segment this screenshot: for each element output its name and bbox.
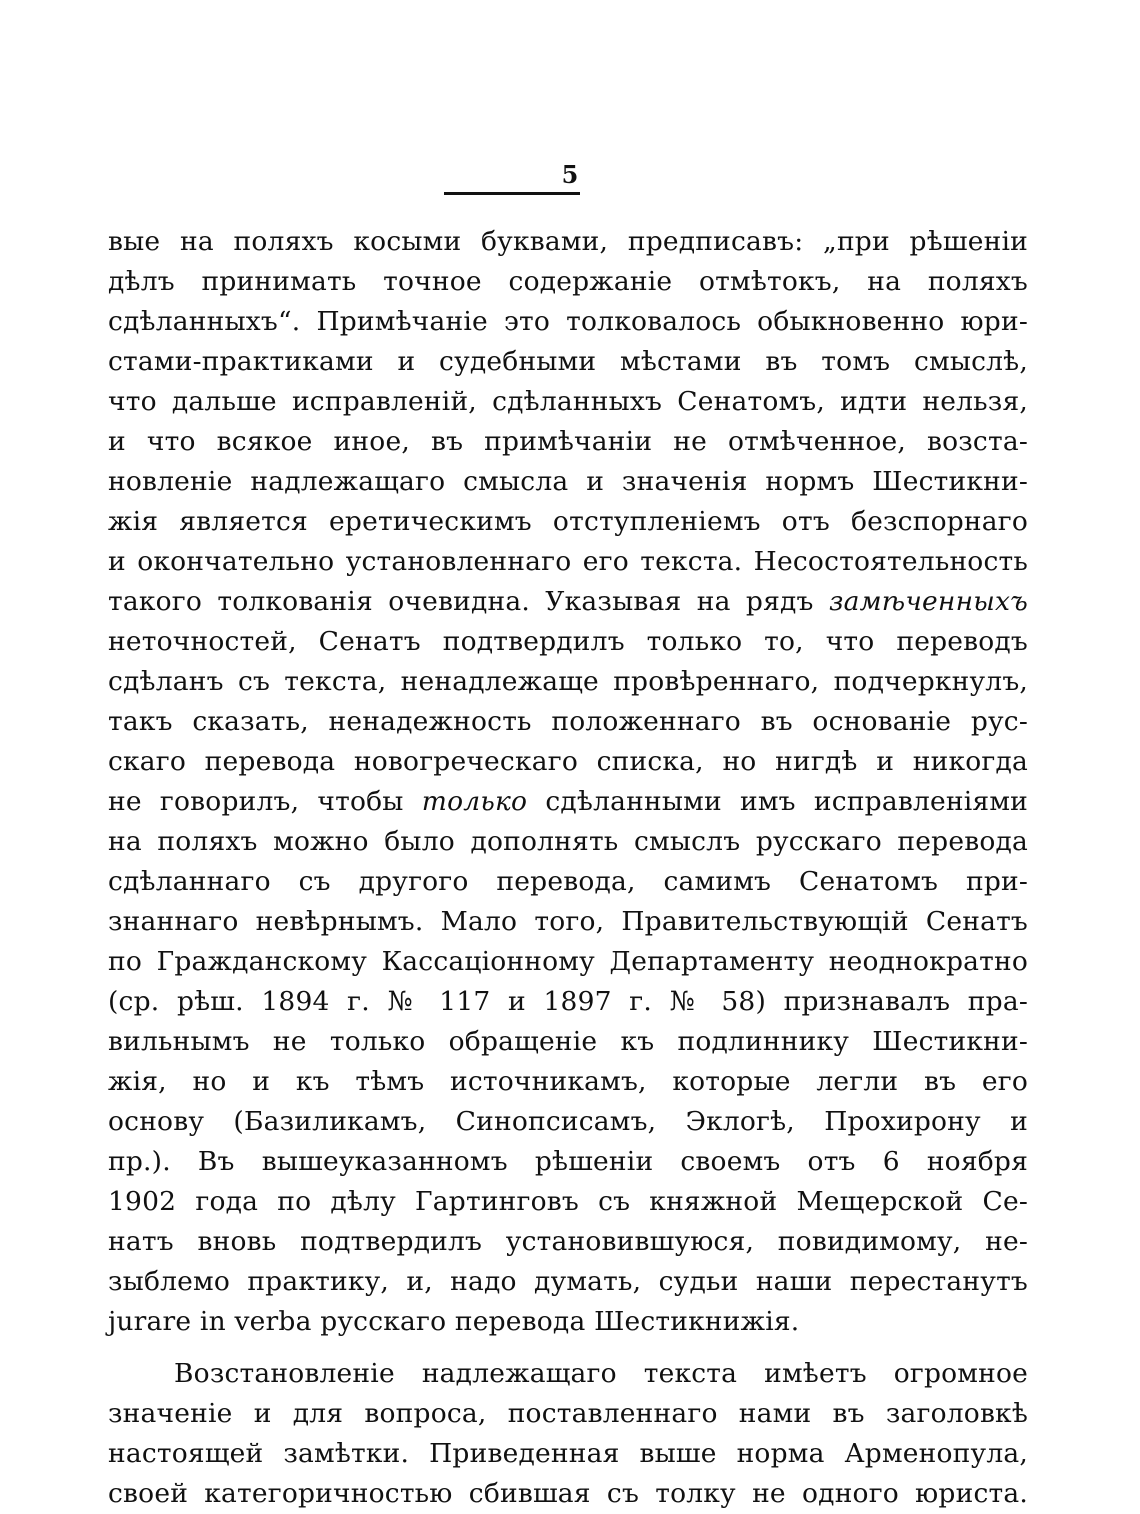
text-line: пр.). Въ вышеуказанномъ рѣшеніи своемъ отъ 6 ноября — [108, 1146, 1028, 1177]
text-line: сдѣланныхъ“. Примѣчаніе это толковалось обыкновенно юри- — [108, 306, 1028, 337]
text-segment: сдѣланными имъ исправленіями — [545, 786, 1029, 817]
text-line: на поляхъ можно было дополнять смыслъ русскаго перевода — [108, 826, 1028, 857]
text-line: jurare in verba русскаго перевода Шестикнижія. — [108, 1306, 800, 1337]
text-line: скаго перевода новогреческаго списка, но нигдѣ и никогда — [108, 746, 1028, 777]
text-line: Возстановленіе надлежащаго текста имѣетъ огромное — [174, 1358, 1028, 1389]
text-line: неточностей, Сенатъ подтвердилъ только то, что переводъ — [108, 626, 1028, 657]
text-line: сдѣланъ съ текста, ненадлежаще провѣреннаго, подчеркнулъ, — [108, 666, 1028, 697]
text-line — [108, 782, 1028, 822]
text-line — [108, 582, 1028, 622]
text-line: что дальше исправленій, сдѣланныхъ Сенатомъ, идти нельзя, — [108, 386, 1028, 417]
text-line: вые на поляхъ косыми буквами, предписавъ: „при рѣшеніи — [108, 226, 1028, 257]
text-line: основу (Базиликамъ, Синопсисамъ, Эклогѣ, Прохирону и — [108, 1106, 1028, 1137]
text-segment: не говорилъ, чтобы — [108, 786, 404, 817]
paragraph — [108, 1354, 1028, 1514]
text-line: и что всякое иное, въ примѣчаніи не отмѣченное, возста- — [108, 426, 1028, 457]
text-line: натъ вновь подтвердилъ установившуюся, повидимому, не- — [108, 1226, 1028, 1257]
text-line: жія, но и къ тѣмъ источникамъ, которые легли въ его — [108, 1066, 1028, 1097]
text-line: такъ сказать, ненадежность положеннаго въ основаніе рус- — [108, 706, 1028, 737]
text-line: по Гражданскому Кассаціонному Департаменту неоднократно — [108, 946, 1028, 977]
text-line: (ср. рѣш. 1894 г. № 117 и 1897 г. № 58) признавалъ пра- — [108, 986, 1028, 1017]
italic-word: только — [421, 786, 528, 817]
text-line: вильнымъ не только обращеніе къ подлиннику Шестикни- — [108, 1026, 1028, 1057]
page-number: 5 — [561, 160, 579, 189]
text-line: дѣлъ принимать точное содержаніе отмѣтокъ, на поляхъ — [108, 266, 1028, 297]
text-line: и окончательно установленнаго его текста. Несостоятельность — [108, 546, 1028, 577]
paragraph — [108, 222, 1028, 1342]
text-line: 1902 года по дѣлу Гартинговъ съ княжной Мещерской Се- — [108, 1186, 1028, 1217]
page-body — [108, 222, 1028, 1514]
text-line: зыблемо практику, и, надо думать, судьи наши перестанутъ — [108, 1266, 1028, 1297]
text-line: новленіе надлежащаго смысла и значенія нормъ Шестикни- — [108, 466, 1028, 497]
page-header — [0, 162, 1140, 188]
paragraph-gap — [108, 1342, 1028, 1354]
text-line: знаннаго невѣрнымъ. Мало того, Правительствующій Сенатъ — [108, 906, 1028, 937]
text-line: настоящей замѣтки. Приведенная выше норма Арменопула, — [108, 1438, 1028, 1469]
text-line: стами-практиками и судебными мѣстами въ томъ смыслѣ, — [108, 346, 1028, 377]
text-line: сдѣланнаго съ другого перевода, самимъ Сенатомъ при- — [108, 866, 1028, 897]
text-line: значеніе и для вопроса, поставленнаго нами въ заголовкѣ — [108, 1398, 1028, 1429]
text-line: своей категоричностью сбившая съ толку не одного юриста. — [108, 1478, 1028, 1509]
header-rule — [444, 192, 580, 195]
text-segment: такого толкованія очевидна. Указывая на рядъ — [108, 586, 814, 617]
text-line: жія является еретическимъ отступленіемъ отъ безспорнаго — [108, 506, 1028, 537]
italic-word: замѣченныхъ — [828, 586, 1029, 617]
